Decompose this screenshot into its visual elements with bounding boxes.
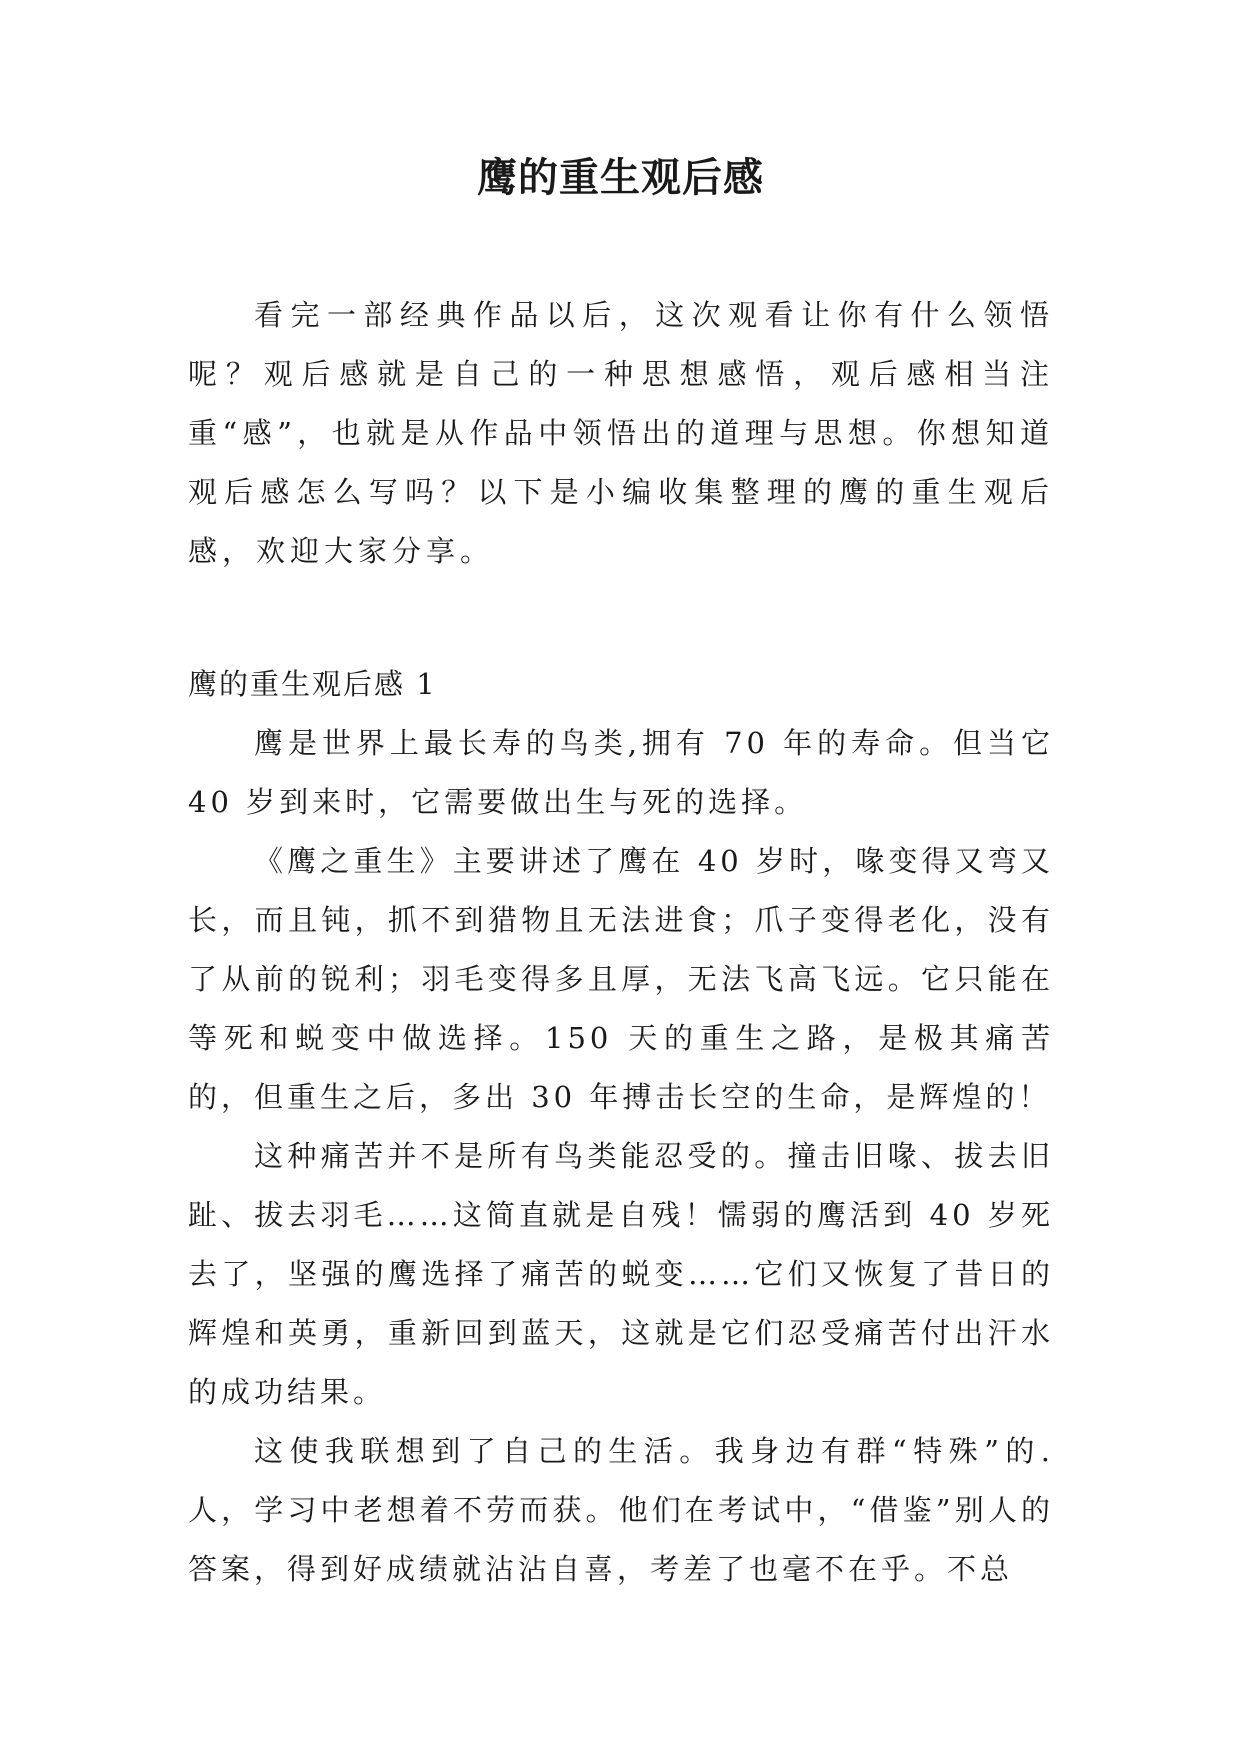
intro-paragraph: 看完一部经典作品以后，这次观看让你有什么领悟呢？观后感就是自己的一种思想感悟，观后感相当注重“感”，也就是从作品中领悟出的道理与思想。你想知道观后感怎么写吗？以下是小编收集整理的鹰的重生观后感，欢迎大家分享。 <box>188 298 1054 568</box>
body-paragraph: 《鹰之重生》主要讲述了鹰在 40 岁时，喙变得又弯又长，而且钝，抓不到猎物且无法进食；爪子变得老化，没有了从前的锐利；羽毛变得多且厚，无法飞高飞远。它只能在等死和蜕变中做选择。150 天的重生之路，是极其痛苦的，但重生之后，多出 30 年搏击长空的生命，是辉煌的！ <box>188 844 1054 1114</box>
body-paragraph: 鹰是世界上最长寿的鸟类,拥有 70 年的寿命。但当它 40 岁到来时，它需要做出生与死的选择。 <box>188 726 1054 819</box>
section-heading: 鹰的重生观后感 1 <box>188 667 437 701</box>
document-title: 鹰的重生观后感 <box>477 155 764 201</box>
body-paragraph: 这种痛苦并不是所有鸟类能忍受的。撞击旧喙、拔去旧趾、拔去羽毛……这简直就是自残！懦弱的鹰活到 40 岁死去了，坚强的鹰选择了痛苦的蜕变……它们又恢复了昔日的辉煌和英勇，重新回到蓝天，这就是它们忍受痛苦付出汗水的成功结果。 <box>188 1139 1054 1409</box>
body-paragraph: 这使我联想到了自己的生活。我身边有群“特殊”的.人，学习中老想着不劳而获。他们在考试中，“借鉴”别人的答案，得到好成绩就沾沾自喜，考差了也毫不在乎。不总 <box>188 1434 1054 1586</box>
document-body <box>188 286 1054 1599</box>
